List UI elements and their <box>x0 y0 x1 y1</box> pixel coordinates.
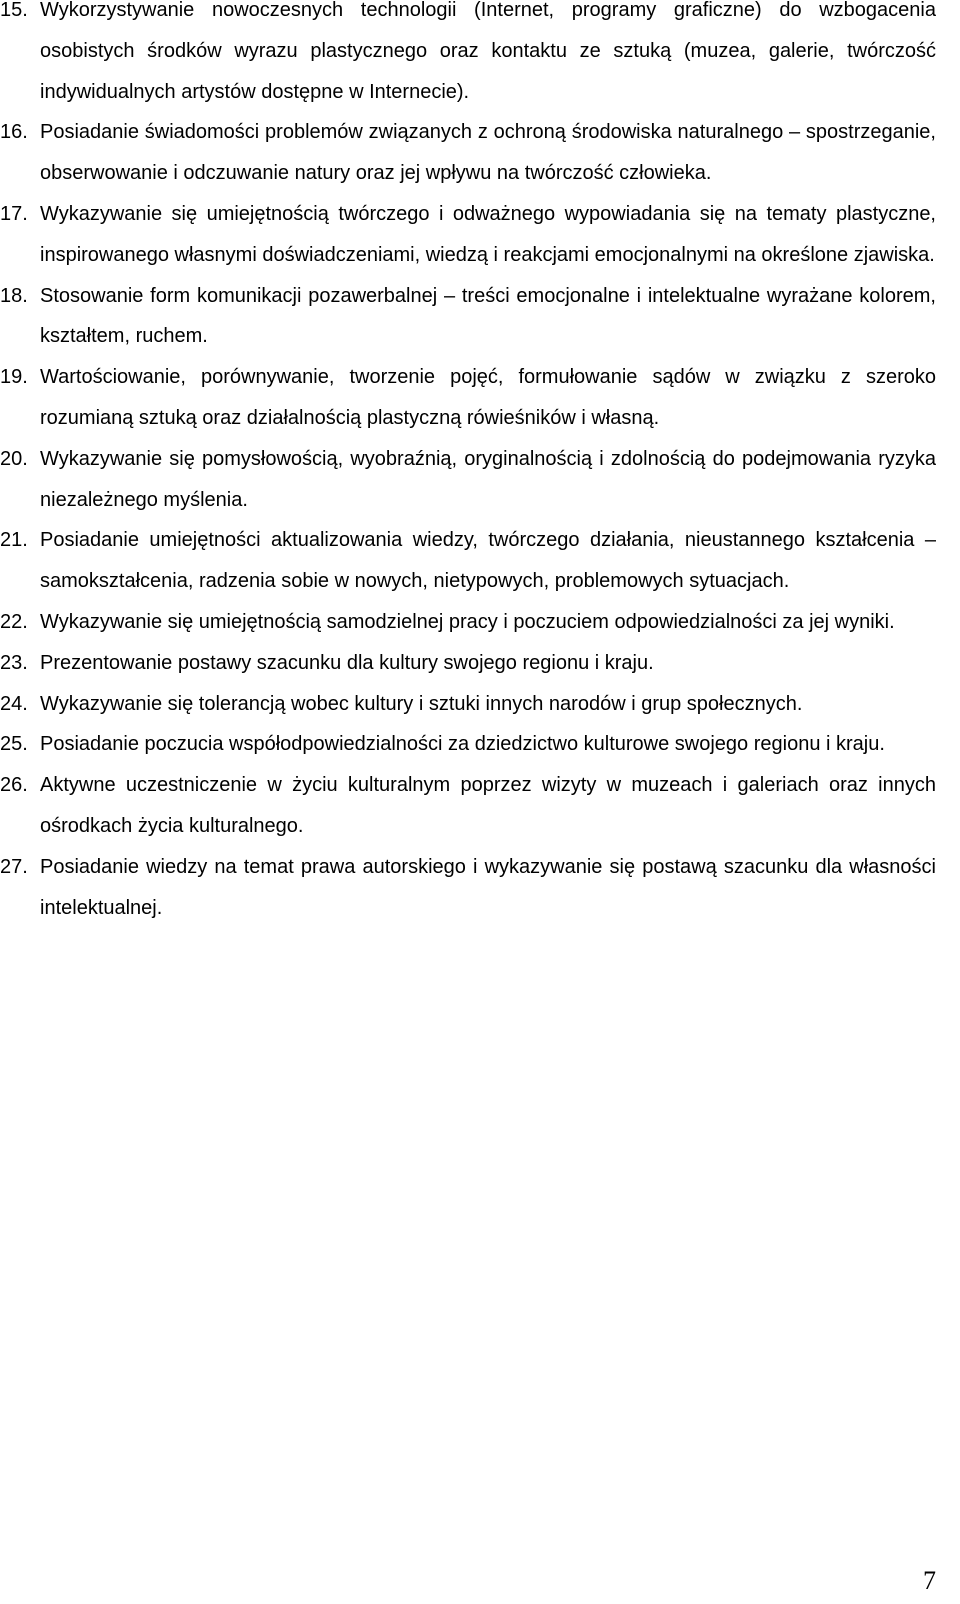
list-item-22 <box>0 602 936 643</box>
item-text: Wykazywanie się tolerancją wobec kultury i sztuki innych narodów i grup społecznych. <box>40 692 803 715</box>
list-item-20 <box>0 439 936 521</box>
item-number: 20. <box>0 447 28 470</box>
item-text: Posiadanie świadomości problemów związanych z ochroną środowiska naturalnego – spostrzeganie, obserwowanie i odczuwanie natury oraz jej wpływu na twórczość człowieka. <box>40 121 936 185</box>
item-number: 18. <box>0 284 28 307</box>
item-text: Wartościowanie, porównywanie, tworzenie pojęć, formułowanie sądów w związku z szeroko rozumianą sztuką oraz działalnością plastyczną rówieśników i własną. <box>40 366 936 429</box>
item-number: 26. <box>0 774 28 797</box>
item-number: 17. <box>0 202 28 225</box>
item-text: Wykazywanie się umiejętnością twórczego i odważnego wypowiadania się na tematy plastyczne, inspirowanego własnymi doświadczeniami, wiedzą i reakcjami emocjonalnymi na określone zjawiska. <box>40 202 936 266</box>
list-item-27 <box>0 847 936 929</box>
item-text: Prezentowanie postawy szacunku dla kultury swojego regionu i kraju. <box>40 651 654 674</box>
list-item-26 <box>0 765 936 847</box>
item-number: 19. <box>0 366 28 389</box>
item-number: 15. <box>0 0 28 21</box>
list-item-23 <box>0 643 936 684</box>
item-text: Stosowanie form komunikacji pozawerbalnej – treści emocjonalne i intelektualne wyrażane kolorem, kształtem, ruchem. <box>40 284 936 348</box>
item-text: Aktywne uczestniczenie w życiu kulturalnym poprzez wizyty w muzeach i galeriach oraz innych ośrodkach życia kulturalnego. <box>40 774 936 837</box>
list-item-17 <box>0 194 936 276</box>
item-number: 21. <box>0 529 28 552</box>
item-number: 24. <box>0 692 28 715</box>
item-number: 27. <box>0 855 28 878</box>
list-item-24 <box>0 684 936 725</box>
item-number: 22. <box>0 610 28 633</box>
list-item-21 <box>0 520 936 602</box>
item-text: Posiadanie umiejętności aktualizowania wiedzy, twórczego działania, nieustannego kształcenia – samokształcenia, radzenia sobie w nowych, nietypowych, problemowych sytuacjach. <box>40 529 936 593</box>
list-item-16 <box>0 112 936 194</box>
item-number: 25. <box>0 733 28 756</box>
item-text: Wykorzystywanie nowoczesnych technologii (Internet, programy graficzne) do wzbogacenia osobistych środków wyrazu plastycznego oraz kontaktu ze sztuką (muzea, galerie, twórczość indywidualnych artystów dostępne w Internecie). <box>40 0 936 103</box>
list-item-25 <box>0 724 936 765</box>
page-number: 7 <box>923 1566 936 1595</box>
item-text: Wykazywanie się umiejętnością samodzielnej pracy i poczuciem odpowiedzialności za jej wyniki. <box>40 610 895 633</box>
list-item-19 <box>0 357 936 439</box>
list-item-18 <box>0 276 936 358</box>
item-text: Posiadanie poczucia współodpowiedzialności za dziedzictwo kulturowe swojego regionu i kraju. <box>40 733 885 756</box>
item-number: 23. <box>0 651 28 674</box>
item-number: 16. <box>0 121 28 144</box>
list-item-15 <box>0 0 936 112</box>
item-text: Posiadanie wiedzy na temat prawa autorskiego i wykazywanie się postawą szacunku dla własności intelektualnej. <box>40 855 936 919</box>
item-text: Wykazywanie się pomysłowością, wyobraźnią, oryginalnością i zdolnością do podejmowania ryzyka niezależnego myślenia. <box>40 447 936 511</box>
